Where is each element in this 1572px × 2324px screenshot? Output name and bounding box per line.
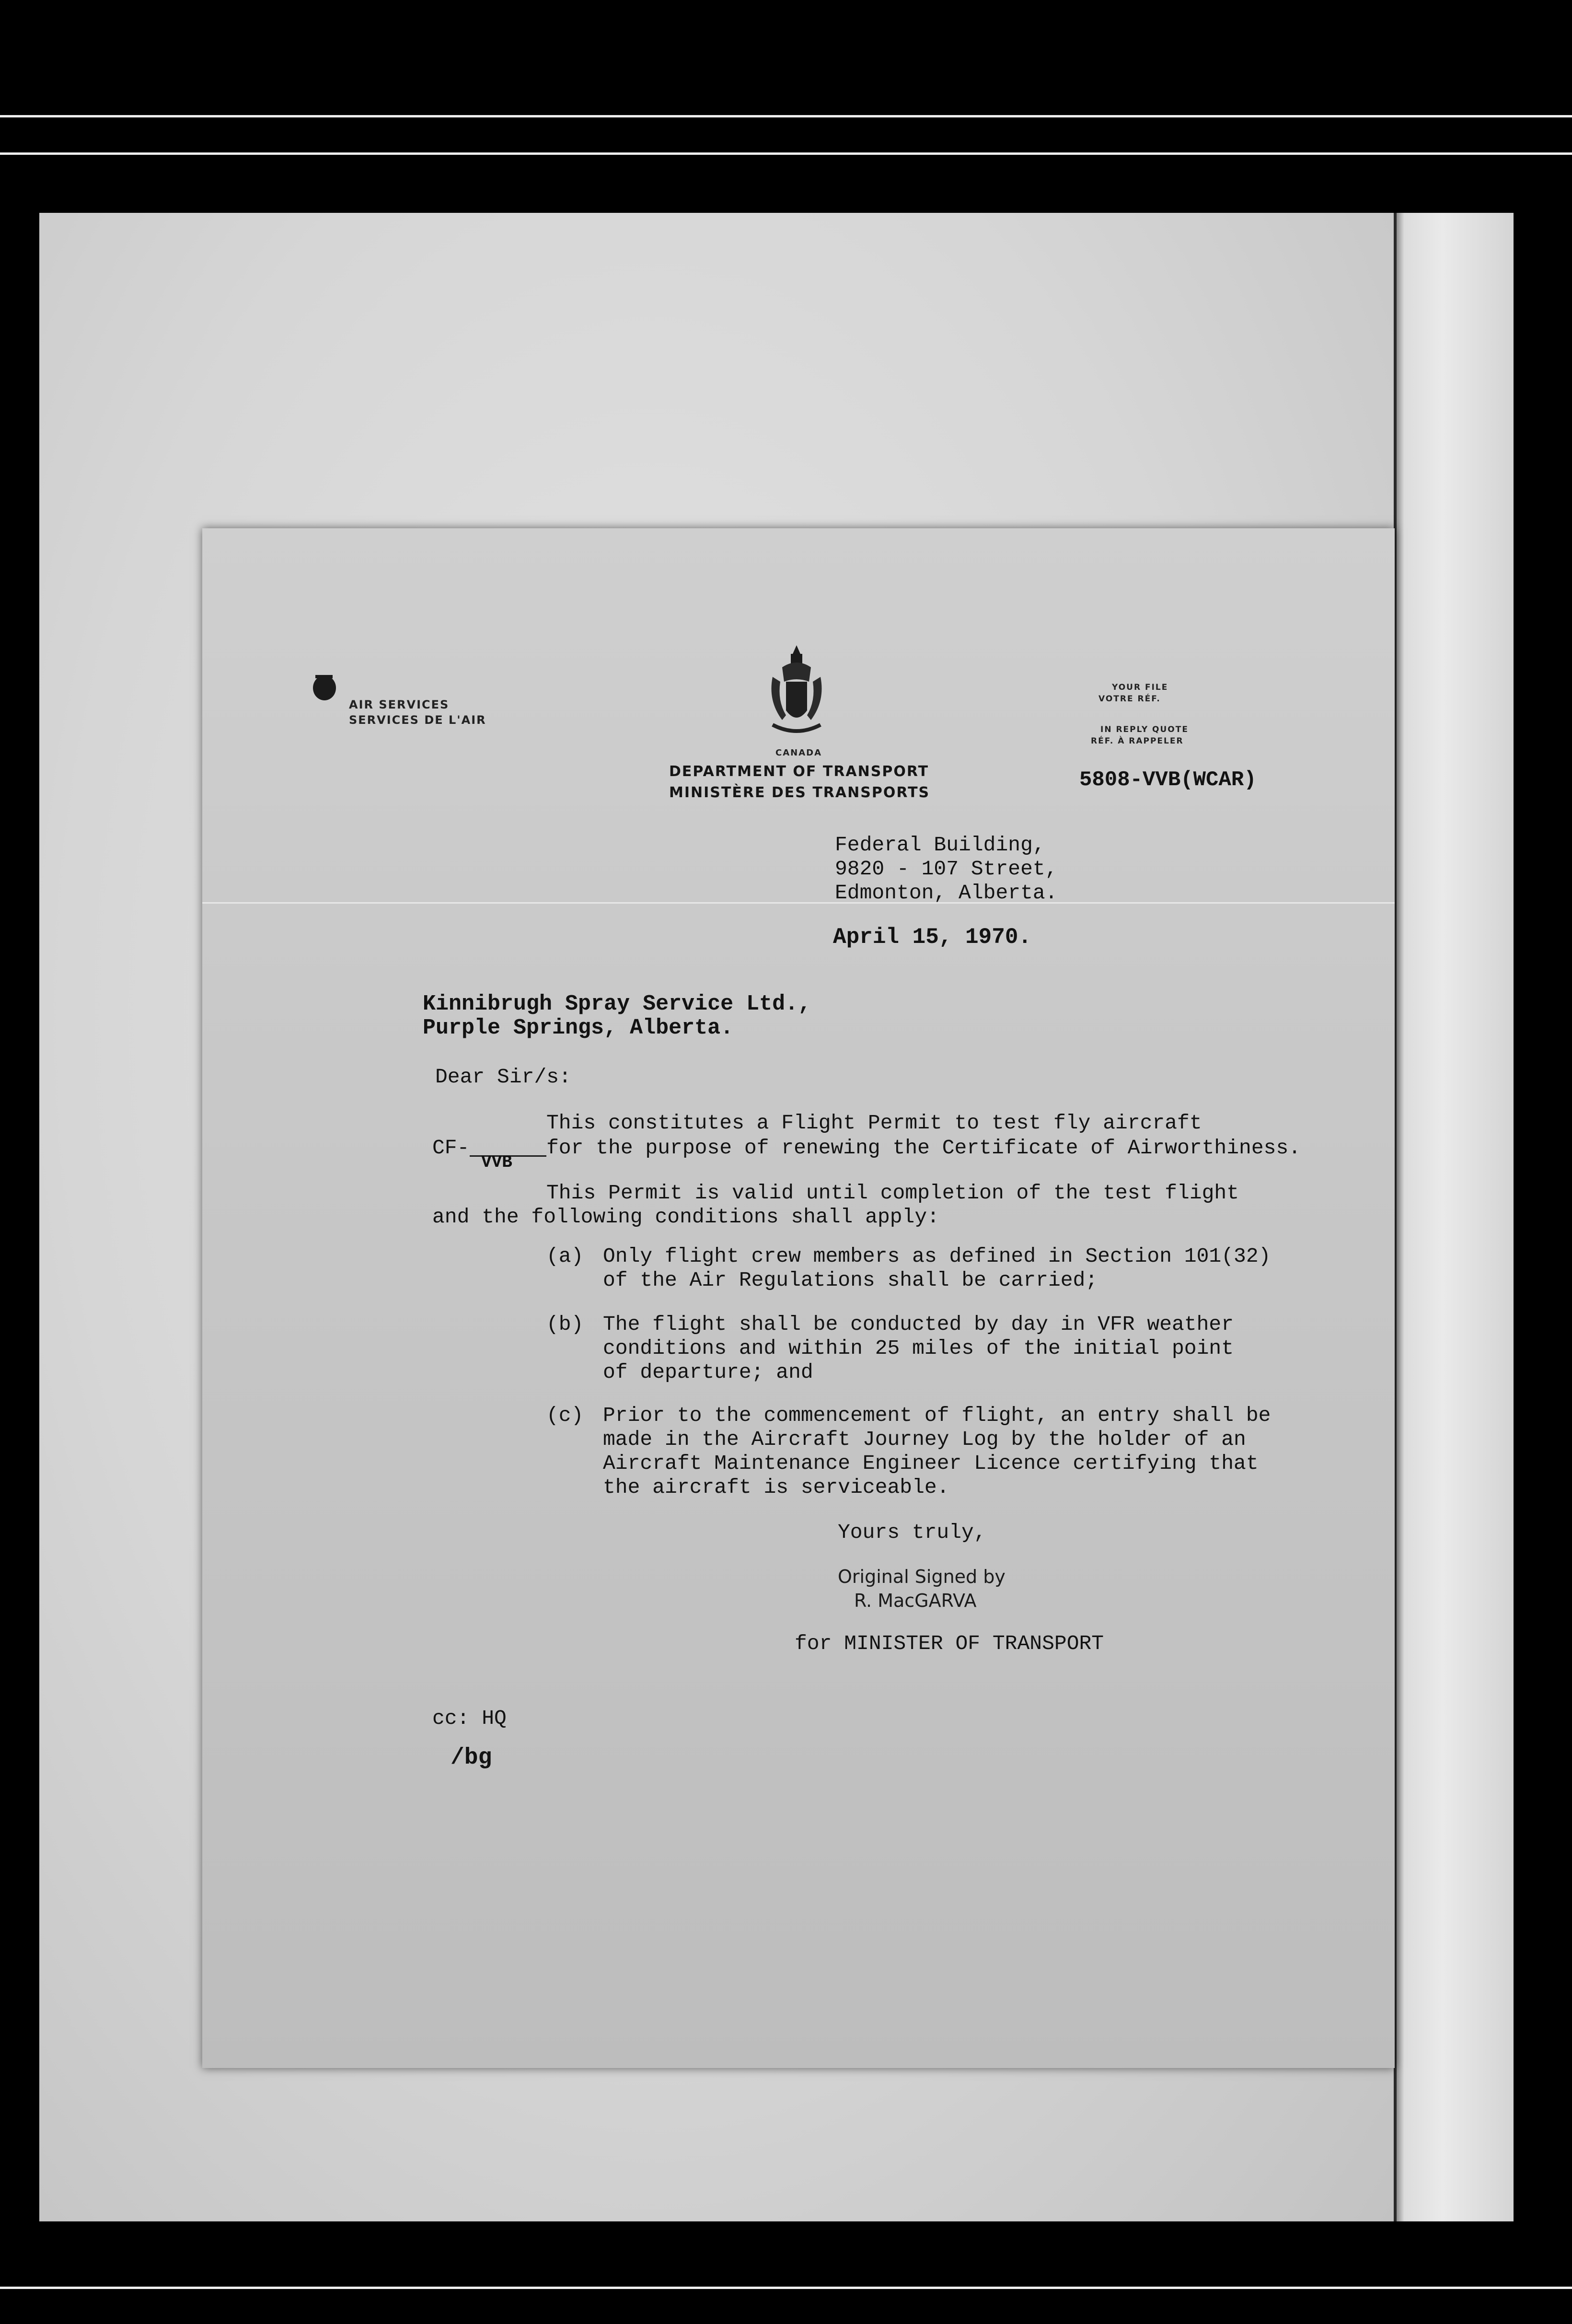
condition-line: Only flight crew members as defined in Section 101(32): [603, 1244, 1271, 1268]
condition-line: Aircraft Maintenance Engineer Licence certifying that: [603, 1452, 1259, 1475]
validity-line-1: This Permit is valid until completion of the test flight: [546, 1181, 1239, 1205]
condition-line: The flight shall be conducted by day in VFR weather: [603, 1313, 1234, 1336]
condition-line: of the Air Regulations shall be carried;: [603, 1268, 1098, 1292]
address-line-2: 9820 - 107 Street,: [835, 857, 1058, 881]
film-frame-line-bottom: [0, 2287, 1572, 2289]
condition-label: (a): [546, 1244, 584, 1268]
department-name-fr: MINISTÈRE DES TRANSPORTS: [669, 784, 930, 801]
page-edge-strip: [1395, 213, 1514, 2221]
typist-initials: /bg: [451, 1745, 492, 1771]
signatory-name: R. MacGARVA: [854, 1590, 977, 1611]
carbon-copy: cc: HQ: [432, 1707, 507, 1730]
condition-line: made in the Aircraft Journey Log by the holder of an: [603, 1428, 1246, 1451]
condition-label: (c): [546, 1404, 584, 1427]
recipient-line-2: Purple Springs, Alberta.: [423, 1016, 734, 1040]
file-reference: 5808-VVB(WCAR): [1079, 768, 1257, 792]
film-frame-line-upper: [0, 152, 1572, 155]
closing-yours-truly: Yours truly,: [838, 1521, 986, 1544]
branch-name-en: AIR SERVICES: [349, 698, 450, 711]
address-line-1: Federal Building,: [835, 833, 1045, 857]
country-label: CANADA: [775, 748, 822, 758]
your-file-label: YOUR FILE: [1112, 683, 1168, 692]
film-frame-line-top: [0, 115, 1572, 117]
canada-coat-of-arms-icon: [763, 643, 830, 739]
for-minister-line: for MINISTER OF TRANSPORT: [795, 1632, 1104, 1655]
department-name-en: DEPARTMENT OF TRANSPORT: [669, 763, 929, 780]
condition-line: of departure; and: [603, 1360, 813, 1384]
recipient-line-1: Kinnibrugh Spray Service Ltd.,: [423, 992, 811, 1016]
permit-text-line-2: for the purpose of renewing the Certificate of Airworthiness.: [546, 1136, 1301, 1160]
validity-line-2: and the following conditions shall apply:: [432, 1205, 939, 1229]
condition-line: conditions and within 25 miles of the initial point: [603, 1336, 1234, 1360]
votre-ref-label: VOTRE RÉF.: [1098, 694, 1161, 704]
condition-label: (b): [546, 1313, 584, 1336]
ref-rappeler-label: RÉF. À RAPPELER: [1091, 736, 1184, 746]
sheet-fold-line: [202, 902, 1395, 904]
registration-prefix: CF-: [432, 1136, 470, 1160]
air-services-emblem-icon: [312, 672, 337, 702]
salutation: Dear Sir/s:: [435, 1065, 571, 1089]
condition-line: Prior to the commencement of flight, an entry shall be: [603, 1404, 1271, 1427]
original-signed-by: Original Signed by: [838, 1566, 1006, 1587]
condition-line: the aircraft is serviceable.: [603, 1476, 949, 1499]
branch-name-fr: SERVICES DE L'AIR: [349, 713, 486, 727]
permit-text-line-1: This constitutes a Flight Permit to test fly aircraft: [546, 1111, 1202, 1135]
letter-date: April 15, 1970.: [833, 925, 1032, 950]
address-line-3: Edmonton, Alberta.: [835, 881, 1058, 905]
registration-mark: VVB: [481, 1152, 512, 1172]
letter-sheet: [202, 528, 1395, 2068]
in-reply-quote-label: IN REPLY QUOTE: [1100, 725, 1189, 734]
